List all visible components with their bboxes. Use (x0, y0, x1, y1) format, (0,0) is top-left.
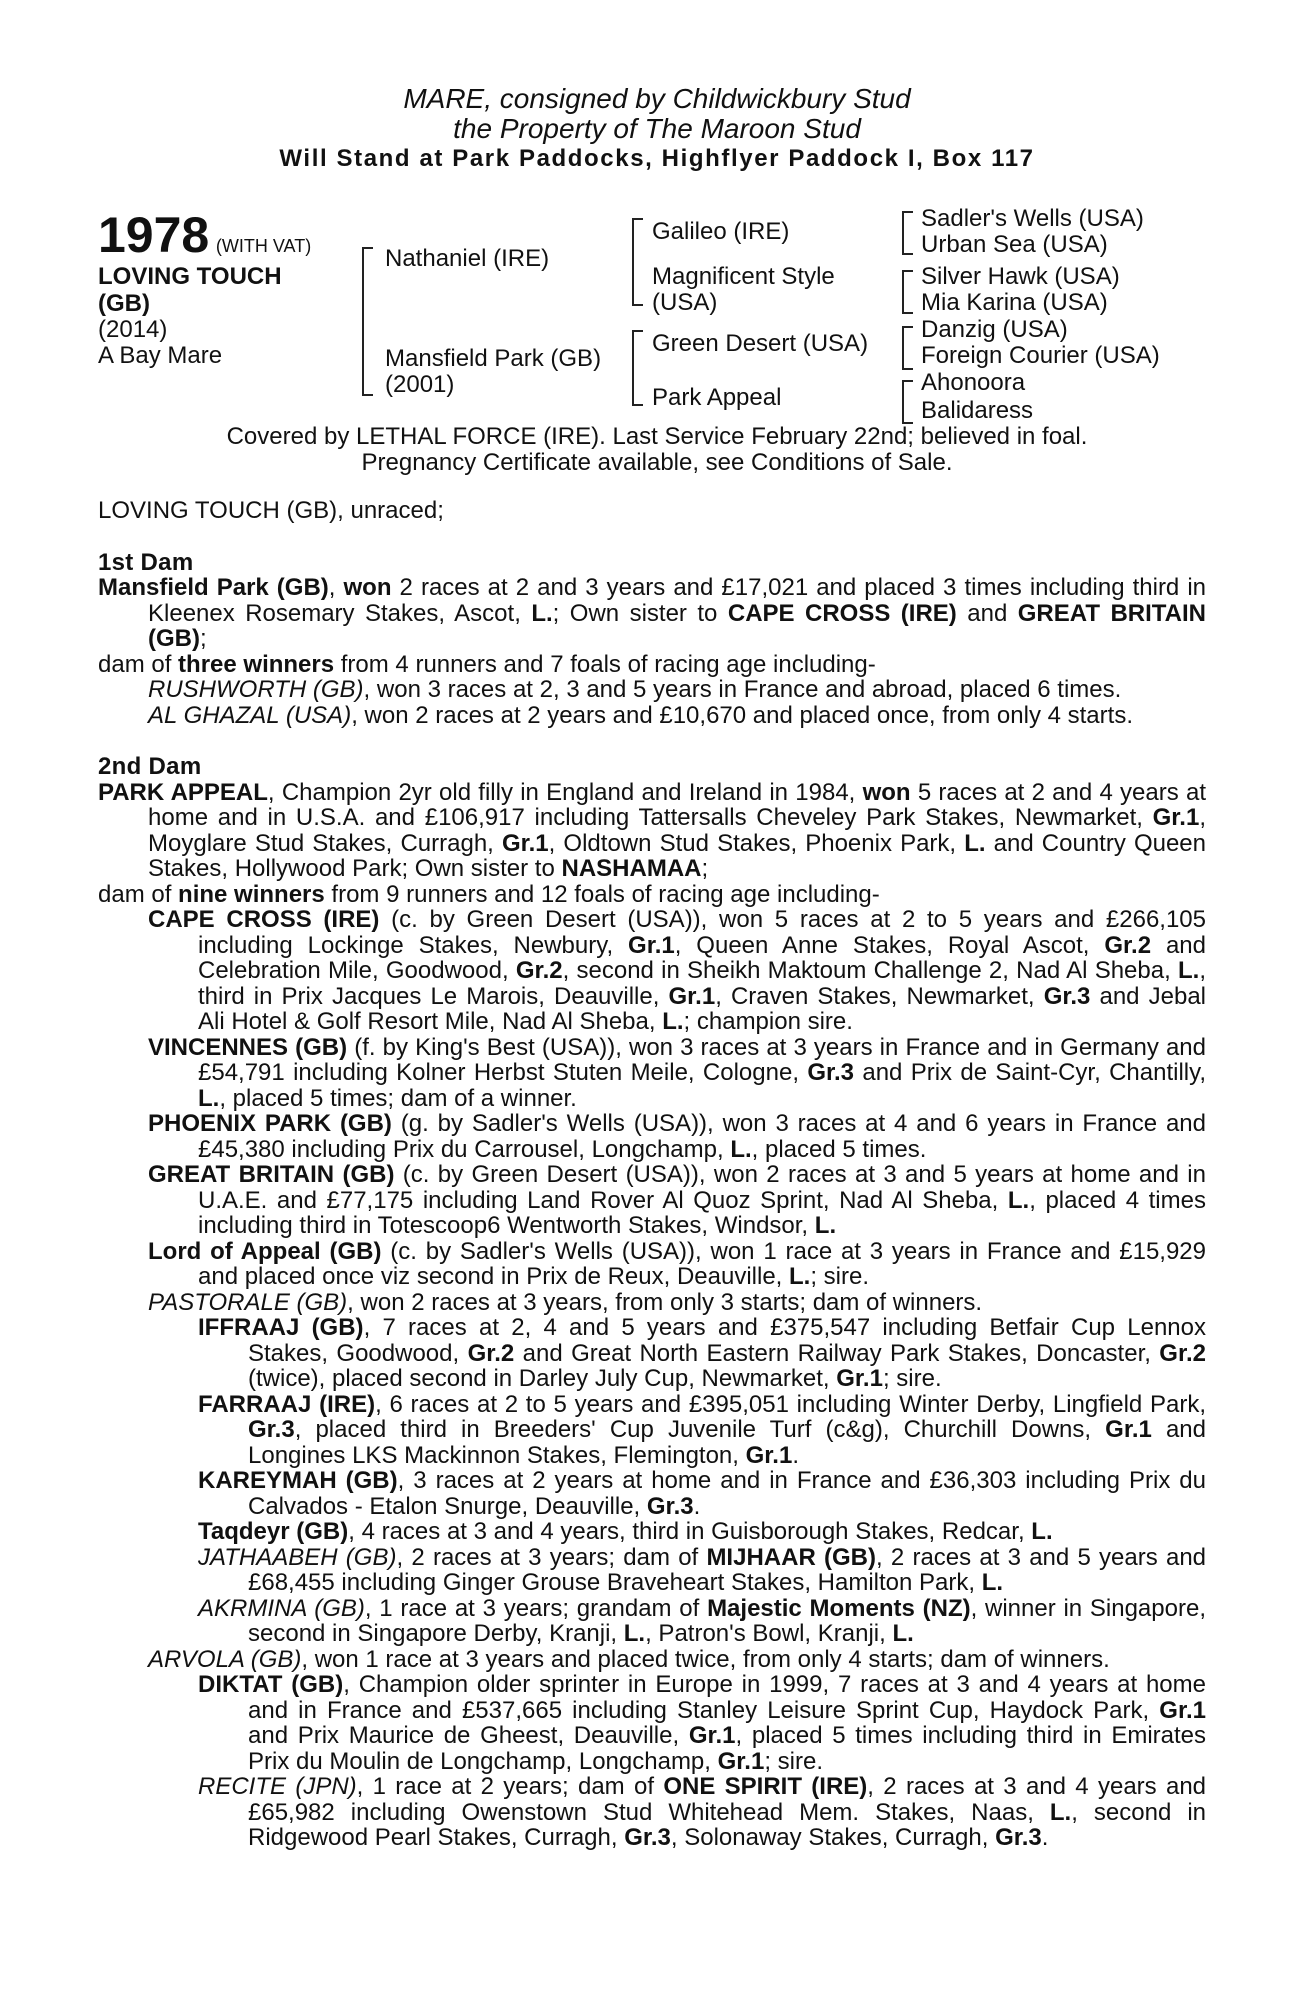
pedigree-gen3-7: Ahonoora (921, 369, 1026, 396)
pedigree-brace-main (362, 247, 373, 396)
grandproduce-entry-kareymah: KAREYMAH (GB), 3 races at 2 years at home and in France and £36,303 including Prix du Calvados - Etalon Snurge, Deauville, Gr.3. (198, 1467, 1206, 1520)
grandproduce-entry-farraaj: FARRAAJ (IRE), 6 races at 2 to 5 years and £395,051 including Winter Derby, Lingfield Park, Gr.3, placed third in Breeders' Cup Juvenile Turf (c&g), Churchill Downs, Gr.1 and Longines LKS Mackinnon Stakes, Flemington, Gr.1. (198, 1390, 1206, 1469)
produce-entry-phoenix-park: PHOENIX PARK (GB) (g. by Sadler's Wells (USA)), won 3 races at 4 and 6 years in France and £45,380 including Prix du Carrousel, Longchamp, L., placed 5 times. (148, 1110, 1206, 1163)
covered-line: Covered by LETHAL FORCE (IRE). Last Service February 22nd; believed in foal. (226, 423, 1088, 450)
produce-entry-great-britain: GREAT BRITAIN (GB) (c. by Green Desert (USA)), won 2 races at 3 and 5 years at home and in U.A.E. and £77,175 including Land Rover Al Quoz Sprint, Nad Al Sheba, L., placed 4 times including third in Totescoop6 Wentworth Stakes, Windsor, L. (148, 1161, 1206, 1239)
pedigree-brace-3d (902, 380, 913, 424)
pedigree-sire: Nathaniel (IRE) (385, 245, 550, 272)
pregnancy-line: Pregnancy Certificate available, see Conditions of Sale. (361, 449, 953, 476)
foaling-year: (2014) (98, 316, 168, 343)
pedigree-brace-3c (902, 326, 913, 370)
property-line: the Property of The Maroon Stud (453, 113, 861, 144)
foal-entry: AL GHAZAL (USA), won 2 races at 2 years and £10,670 and placed once, from only 4 starts. (148, 701, 1133, 729)
grandproduce-entry-akrmina: AKRMINA (GB), 1 race at 3 years; grandam of Majestic Moments (NZ), winner in Singapore, second in Singapore Derby, Kranji, L., Patron's Bowl, Kranji, L. (198, 1594, 1206, 1647)
produce-entry-arvola: ARVOLA (GB), won 1 race at 3 years and placed twice, from only 4 starts; dam of winners. (148, 1645, 1110, 1673)
second-dam-paragraph: PARK APPEAL, Champion 2yr old filly in England and Ireland in 1984, won 5 races at 2 and 4 years at home and in U.S.A. and £106,917 including Tattersalls Cheveley Park Stakes, Newmarket, Gr.1, Moyglare Stud Stakes, Curragh, Gr.1, Oldtown Stud Stakes, Phoenix Park, L. and Country Queen Stakes, Hollywood Park; Own sister to NASHAMAA; (98, 778, 1207, 882)
pedigree-sire-dam: Magnificent Style (652, 263, 835, 290)
pedigree-brace-sire (632, 218, 643, 306)
horse-country: (GB) (98, 290, 150, 317)
grandproduce-entry-taqdeyr: Taqdeyr (GB), 4 races at 3 and 4 years, third in Guisborough Stakes, Redcar, L. (198, 1518, 1053, 1545)
first-dam-paragraph: Mansfield Park (GB), won 2 races at 2 and 3 years and £17,021 and placed 3 times including third in Kleenex Rosemary Stakes, Ascot, L.; Own sister to CAPE CROSS (IRE) and GREAT BRITAIN (GB); (98, 574, 1207, 652)
catalogue-body (98, 498, 1206, 1851)
pedigree-gen3-6: Foreign Courier (USA) (921, 342, 1160, 369)
pedigree-brace-3b (902, 270, 913, 314)
pedigree-dam-year: (2001) (385, 371, 455, 398)
horse-name: LOVING TOUCH (98, 263, 282, 290)
lot-number-block (98, 207, 312, 263)
pedigree-gen3-5: Danzig (USA) (921, 316, 1068, 343)
produce-entry-vincennes: VINCENNES (GB) (f. by King's Best (USA)), won 3 races at 3 years in France and in Germany and £54,791 including Kolner Herbst Stuten Meile, Cologne, Gr.3 and Prix de Saint-Cyr, Chantilly, L., placed 5 times; dam of a winner. (148, 1033, 1207, 1112)
pedigree-dam: Mansfield Park (GB) (385, 345, 602, 372)
produce-entry-lord-of-appeal: Lord of Appeal (GB) (c. by Sadler's Wells (USA)), won 1 race at 3 years in France and £15,929 and placed once viz second in Prix de Reux, Deauville, L.; sire. (148, 1237, 1206, 1290)
produce-entry-pastorale: PASTORALE (GB), won 2 races at 3 years, from only 3 starts; dam of winners. (148, 1288, 983, 1316)
grandproduce-entry-diktat: DIKTAT (GB), Champion older sprinter in Europe in 1999, 7 races at 3 and 4 years at home and in France and £537,665 including Stanley Leisure Sprint Cup, Haydock Park, Gr.1 and Prix Maurice de Gheest, Deauville, Gr.1, placed 5 times including third in Emirates Prix du Moulin de Longchamp, Longchamp, Gr.1; sire. (198, 1671, 1207, 1775)
pedigree-brace-dam (632, 330, 643, 406)
second-dam-heading: 2nd Dam (98, 753, 202, 780)
consignor-line: MARE, consigned by Childwickbury Stud (403, 83, 911, 114)
grandproduce-entry-recite: RECITE (JPN), 1 race at 2 years; dam of ONE SPIRIT (IRE), 2 races at 3 and 4 years and £65,982 including Owenstown Stud Whitehead Mem. Stakes, Naas, L., second in Ridgewood Pearl Stakes, Curragh, Gr.3, Solonaway Stakes, Curragh, Gr.3. (198, 1773, 1207, 1851)
lot-number: 1978 (98, 207, 210, 263)
grandproduce-entry-jathaabeh: JATHAABEH (GB), 2 races at 3 years; dam of MIJHAAR (GB), 2 races at 3 and 5 years and £68,455 including Ginger Grouse Braveheart Stakes, Hamilton Park, L. (198, 1543, 1207, 1596)
pedigree-sire-sire: Galileo (IRE) (652, 218, 790, 245)
pedigree-gen3-4: Mia Karina (USA) (921, 289, 1108, 316)
unraced-line: LOVING TOUCH (GB), unraced; (98, 497, 444, 524)
pedigree-sire-dam-country: (USA) (652, 289, 718, 316)
horse-description: A Bay Mare (98, 342, 223, 369)
pedigree-gen3-2: Urban Sea (USA) (921, 231, 1108, 258)
pedigree-brace-3a (902, 211, 913, 255)
pedigree-gen3-8: Balidaress (921, 397, 1034, 424)
grandproduce-entry-iffraaj: IFFRAAJ (GB), 7 races at 2, 4 and 5 years and £375,547 including Betfair Cup Lennox Stakes, Goodwood, Gr.2 and Great North Eastern Railway Park Stakes, Doncaster, Gr.2 (twice), placed second in Darley July Cup, Newmarket, Gr.1; sire. (198, 1314, 1207, 1392)
pedigree-gen3-1: Sadler's Wells (USA) (921, 205, 1144, 232)
pedigree-dam-dam: Park Appeal (652, 384, 782, 411)
vat-label: (WITH VAT) (215, 236, 312, 256)
second-dam-produce-line: dam of nine winners from 9 runners and 12 foals of racing age including- (98, 880, 880, 908)
foal-entry: RUSHWORTH (GB), won 3 races at 2, 3 and 5 years in France and abroad, placed 6 times. (148, 676, 1122, 703)
location-line: Will Stand at Park Paddocks, Highflyer Paddock I, Box 117 (279, 145, 1035, 172)
first-dam-produce-line: dam of three winners from 4 runners and 7 foals of racing age including- (98, 650, 876, 678)
produce-entry-cape-cross: CAPE CROSS (IRE) (c. by Green Desert (USA)), won 5 races at 2 to 5 years and £266,105 including Lockinge Stakes, Newbury, Gr.1, Queen Anne Stakes, Royal Ascot, Gr.2 and Celebration Mile, Goodwood, Gr.2, second in Sheikh Maktoum Challenge 2, Nad Al Sheba, L., third in Prix Jacques Le Marois, Deauville, Gr.1, Craven Stakes, Newmarket, Gr.3 and Jebal Ali Hotel & Golf Resort Mile, Nad Al Sheba, L.; champion sire. (148, 906, 1207, 1035)
pedigree-dam-sire: Green Desert (USA) (652, 330, 869, 357)
pedigree-gen3-3: Silver Hawk (USA) (921, 263, 1120, 290)
first-dam-heading: 1st Dam (98, 548, 194, 576)
